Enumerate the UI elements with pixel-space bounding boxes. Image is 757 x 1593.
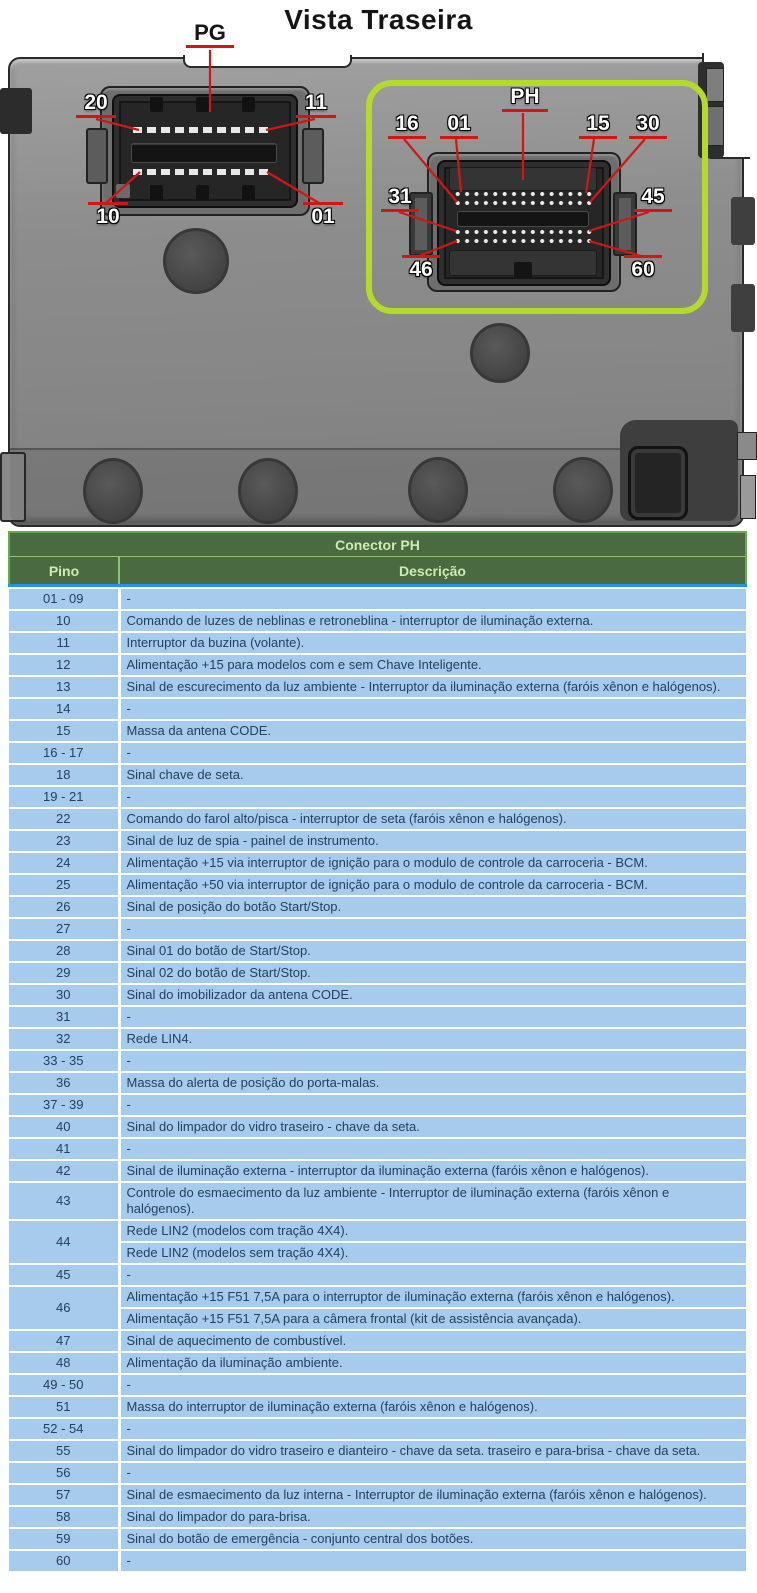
pg-pin-label-10: 10 [88, 202, 128, 228]
description-cell: - [119, 1006, 746, 1028]
pin-cell: 52 - 54 [9, 1418, 119, 1440]
description-cell: Sinal do imobilizador da antena CODE. [119, 984, 746, 1006]
table-row [9, 808, 746, 830]
description-cell: Sinal de esmaecimento da luz interna - Interruptor de iluminação externa (faróis xênon e halógenos). [119, 1484, 746, 1506]
table-title: Conector PH [9, 532, 746, 557]
description-cell: Massa do interruptor de iluminação externa (faróis xênon e halógenos). [119, 1396, 746, 1418]
table-row [9, 1160, 746, 1182]
table-row [9, 698, 746, 720]
description-cell: - [119, 918, 746, 940]
table-row [9, 654, 746, 676]
pin-cell: 44 [9, 1220, 119, 1264]
description-cell: Rede LIN2 (modelos com tração 4X4). [119, 1220, 746, 1242]
table-row [9, 610, 746, 632]
table-row [9, 1418, 746, 1440]
table-row [9, 589, 746, 610]
pin-cell: 37 - 39 [9, 1094, 119, 1116]
pin-cell: 42 [9, 1160, 119, 1182]
table-row [9, 830, 746, 852]
description-cell: Interruptor da buzina (volante). [119, 632, 746, 654]
pg-pin-label-01: 01 [303, 202, 343, 228]
pin-cell: 46 [9, 1286, 119, 1330]
pin-cell: 01 - 09 [9, 589, 119, 610]
pin-cell: 28 [9, 940, 119, 962]
description-cell: Massa do alerta de posição do porta-malas. [119, 1072, 746, 1094]
table-row [9, 984, 746, 1006]
pin-cell: 41 [9, 1138, 119, 1160]
pin-cell: 43 [9, 1182, 119, 1220]
description-cell: Alimentação +15 para modelos com e sem Chave Inteligente. [119, 654, 746, 676]
description-cell: Alimentação +15 F51 7,5A para o interruptor de iluminação externa (faróis xênon e halógenos). [119, 1286, 746, 1308]
description-cell: - [119, 1094, 746, 1116]
ph-connector-table-wrap [8, 531, 747, 1573]
pin-cell: 11 [9, 632, 119, 654]
table-row [9, 1264, 746, 1286]
pin-cell: 25 [9, 874, 119, 896]
pin-cell: 56 [9, 1462, 119, 1484]
ph-pin-label-01: 01 [440, 113, 478, 139]
table-row [9, 1116, 746, 1138]
description-cell: - [119, 1462, 746, 1484]
ph-pin-label-30: 30 [629, 113, 667, 139]
description-cell: Alimentação +15 via interruptor de ignição para o modulo de controle da carroceria - BCM. [119, 852, 746, 874]
description-cell: - [119, 1374, 746, 1396]
ph-connector-label: PH [502, 86, 548, 112]
table-row [9, 918, 746, 940]
table-row [9, 940, 746, 962]
ph-pin-label-45: 45 [634, 186, 672, 212]
pin-cell: 45 [9, 1264, 119, 1286]
table-row [9, 1028, 746, 1050]
description-cell: Sinal do limpador do para-brisa. [119, 1506, 746, 1528]
table-row [9, 1506, 746, 1528]
table-row [9, 1550, 746, 1572]
page-title: Vista Traseira [284, 4, 473, 35]
table-row [9, 1242, 746, 1264]
table-row [9, 896, 746, 918]
description-cell: Massa da antena CODE. [119, 720, 746, 742]
description-cell: Sinal de aquecimento de combustível. [119, 1330, 746, 1352]
pin-cell: 18 [9, 764, 119, 786]
description-cell: - [119, 1418, 746, 1440]
pin-cell: 32 [9, 1028, 119, 1050]
pin-cell: 55 [9, 1440, 119, 1462]
pin-cell: 33 - 35 [9, 1050, 119, 1072]
pg-pin-label-11: 11 [296, 92, 336, 118]
ph-pin-label-31: 31 [381, 186, 419, 212]
column-header-descricao: Descrição [119, 557, 746, 586]
table-row [9, 874, 746, 896]
pg-pin-label-20: 20 [76, 92, 116, 118]
pin-cell: 36 [9, 1072, 119, 1094]
description-cell: Alimentação da iluminação ambiente. [119, 1352, 746, 1374]
pin-cell: 27 [9, 918, 119, 940]
table-row [9, 1396, 746, 1418]
pin-cell: 26 [9, 896, 119, 918]
description-cell: Sinal chave de seta. [119, 764, 746, 786]
table-row [9, 962, 746, 984]
description-cell: - [119, 1138, 746, 1160]
table-row [9, 1286, 746, 1308]
ph-pin-label-15: 15 [579, 113, 617, 139]
pin-cell: 16 - 17 [9, 742, 119, 764]
table-row [9, 1220, 746, 1242]
table-row [9, 1440, 746, 1462]
table-row [9, 786, 746, 808]
table-row [9, 1330, 746, 1352]
description-cell: Alimentação +15 F51 7,5A para a câmera frontal (kit de assistência avançada). [119, 1308, 746, 1330]
table-row [9, 742, 746, 764]
pin-cell: 29 [9, 962, 119, 984]
description-cell: Sinal do limpador do vidro traseiro - chave da seta. [119, 1116, 746, 1138]
table-row [9, 1484, 746, 1506]
pin-cell: 22 [9, 808, 119, 830]
description-cell: Sinal 02 do botão de Start/Stop. [119, 962, 746, 984]
pin-cell: 60 [9, 1550, 119, 1572]
ph-pin-label-16: 16 [388, 113, 426, 139]
pin-cell: 40 [9, 1116, 119, 1138]
description-cell: Rede LIN4. [119, 1028, 746, 1050]
table-row [9, 1006, 746, 1028]
description-cell: - [119, 698, 746, 720]
ph-pin-label-60: 60 [624, 255, 662, 281]
pin-cell: 14 [9, 698, 119, 720]
table-row [9, 1374, 746, 1396]
pin-cell: 12 [9, 654, 119, 676]
description-cell: - [119, 1550, 746, 1572]
pin-cell: 10 [9, 610, 119, 632]
pin-cell: 48 [9, 1352, 119, 1374]
table-row [9, 632, 746, 654]
description-cell: Sinal do botão de emergência - conjunto central dos botões. [119, 1528, 746, 1550]
pin-cell: 31 [9, 1006, 119, 1028]
pin-cell: 47 [9, 1330, 119, 1352]
pin-cell: 49 - 50 [9, 1374, 119, 1396]
ph-table-body [9, 586, 746, 1573]
table-row [9, 1072, 746, 1094]
table-row [9, 1094, 746, 1116]
description-cell: - [119, 742, 746, 764]
column-header-pino: Pino [9, 557, 119, 586]
table-row [9, 1050, 746, 1072]
description-cell: - [119, 1050, 746, 1072]
description-cell: - [119, 786, 746, 808]
pin-cell: 13 [9, 676, 119, 698]
description-cell: Sinal de escurecimento da luz ambiente - Interruptor da iluminação externa (faróis xênon e halógenos). [119, 676, 746, 698]
description-cell: Sinal de luz de spia - painel de instrumento. [119, 830, 746, 852]
description-cell: Sinal 01 do botão de Start/Stop. [119, 940, 746, 962]
description-cell: - [119, 1264, 746, 1286]
pin-cell: 59 [9, 1528, 119, 1550]
pin-cell: 15 [9, 720, 119, 742]
table-row [9, 1352, 746, 1374]
description-cell: Sinal do limpador do vidro traseiro e dianteiro - chave da seta. traseiro e para-brisa - chave da seta. [119, 1440, 746, 1462]
pin-cell: 57 [9, 1484, 119, 1506]
description-cell: Alimentação +50 via interruptor de ignição para o modulo de controle da carroceria - BCM. [119, 874, 746, 896]
table-row [9, 1528, 746, 1550]
table-row [9, 852, 746, 874]
pin-cell: 24 [9, 852, 119, 874]
table-row [9, 1138, 746, 1160]
description-cell: Sinal de iluminação externa - interruptor da iluminação externa (faróis xênon e halógenos). [119, 1160, 746, 1182]
description-cell: - [119, 589, 746, 610]
table-row [9, 1462, 746, 1484]
ph-pin-label-46: 46 [402, 255, 440, 281]
pin-cell: 30 [9, 984, 119, 1006]
pg-connector-label: PG [186, 22, 234, 48]
table-row [9, 1308, 746, 1330]
description-cell: Controle do esmaecimento da luz ambiente - Interruptor de iluminação externa (faróis xênon e halógenos). [119, 1182, 746, 1220]
pin-cell: 58 [9, 1506, 119, 1528]
ph-connector-table [8, 531, 747, 1573]
table-row [9, 764, 746, 786]
description-cell: Rede LIN2 (modelos sem tração 4X4). [119, 1242, 746, 1264]
description-cell: Sinal de posição do botão Start/Stop. [119, 896, 746, 918]
description-cell: Comando do farol alto/pisca - interruptor de seta (faróis xênon e halógenos). [119, 808, 746, 830]
pin-cell: 19 - 21 [9, 786, 119, 808]
table-row [9, 676, 746, 698]
table-row [9, 720, 746, 742]
description-cell: Comando de luzes de neblinas e retroneblina - interruptor de iluminação externa. [119, 610, 746, 632]
table-row [9, 1182, 746, 1220]
pin-cell: 23 [9, 830, 119, 852]
pin-cell: 51 [9, 1396, 119, 1418]
